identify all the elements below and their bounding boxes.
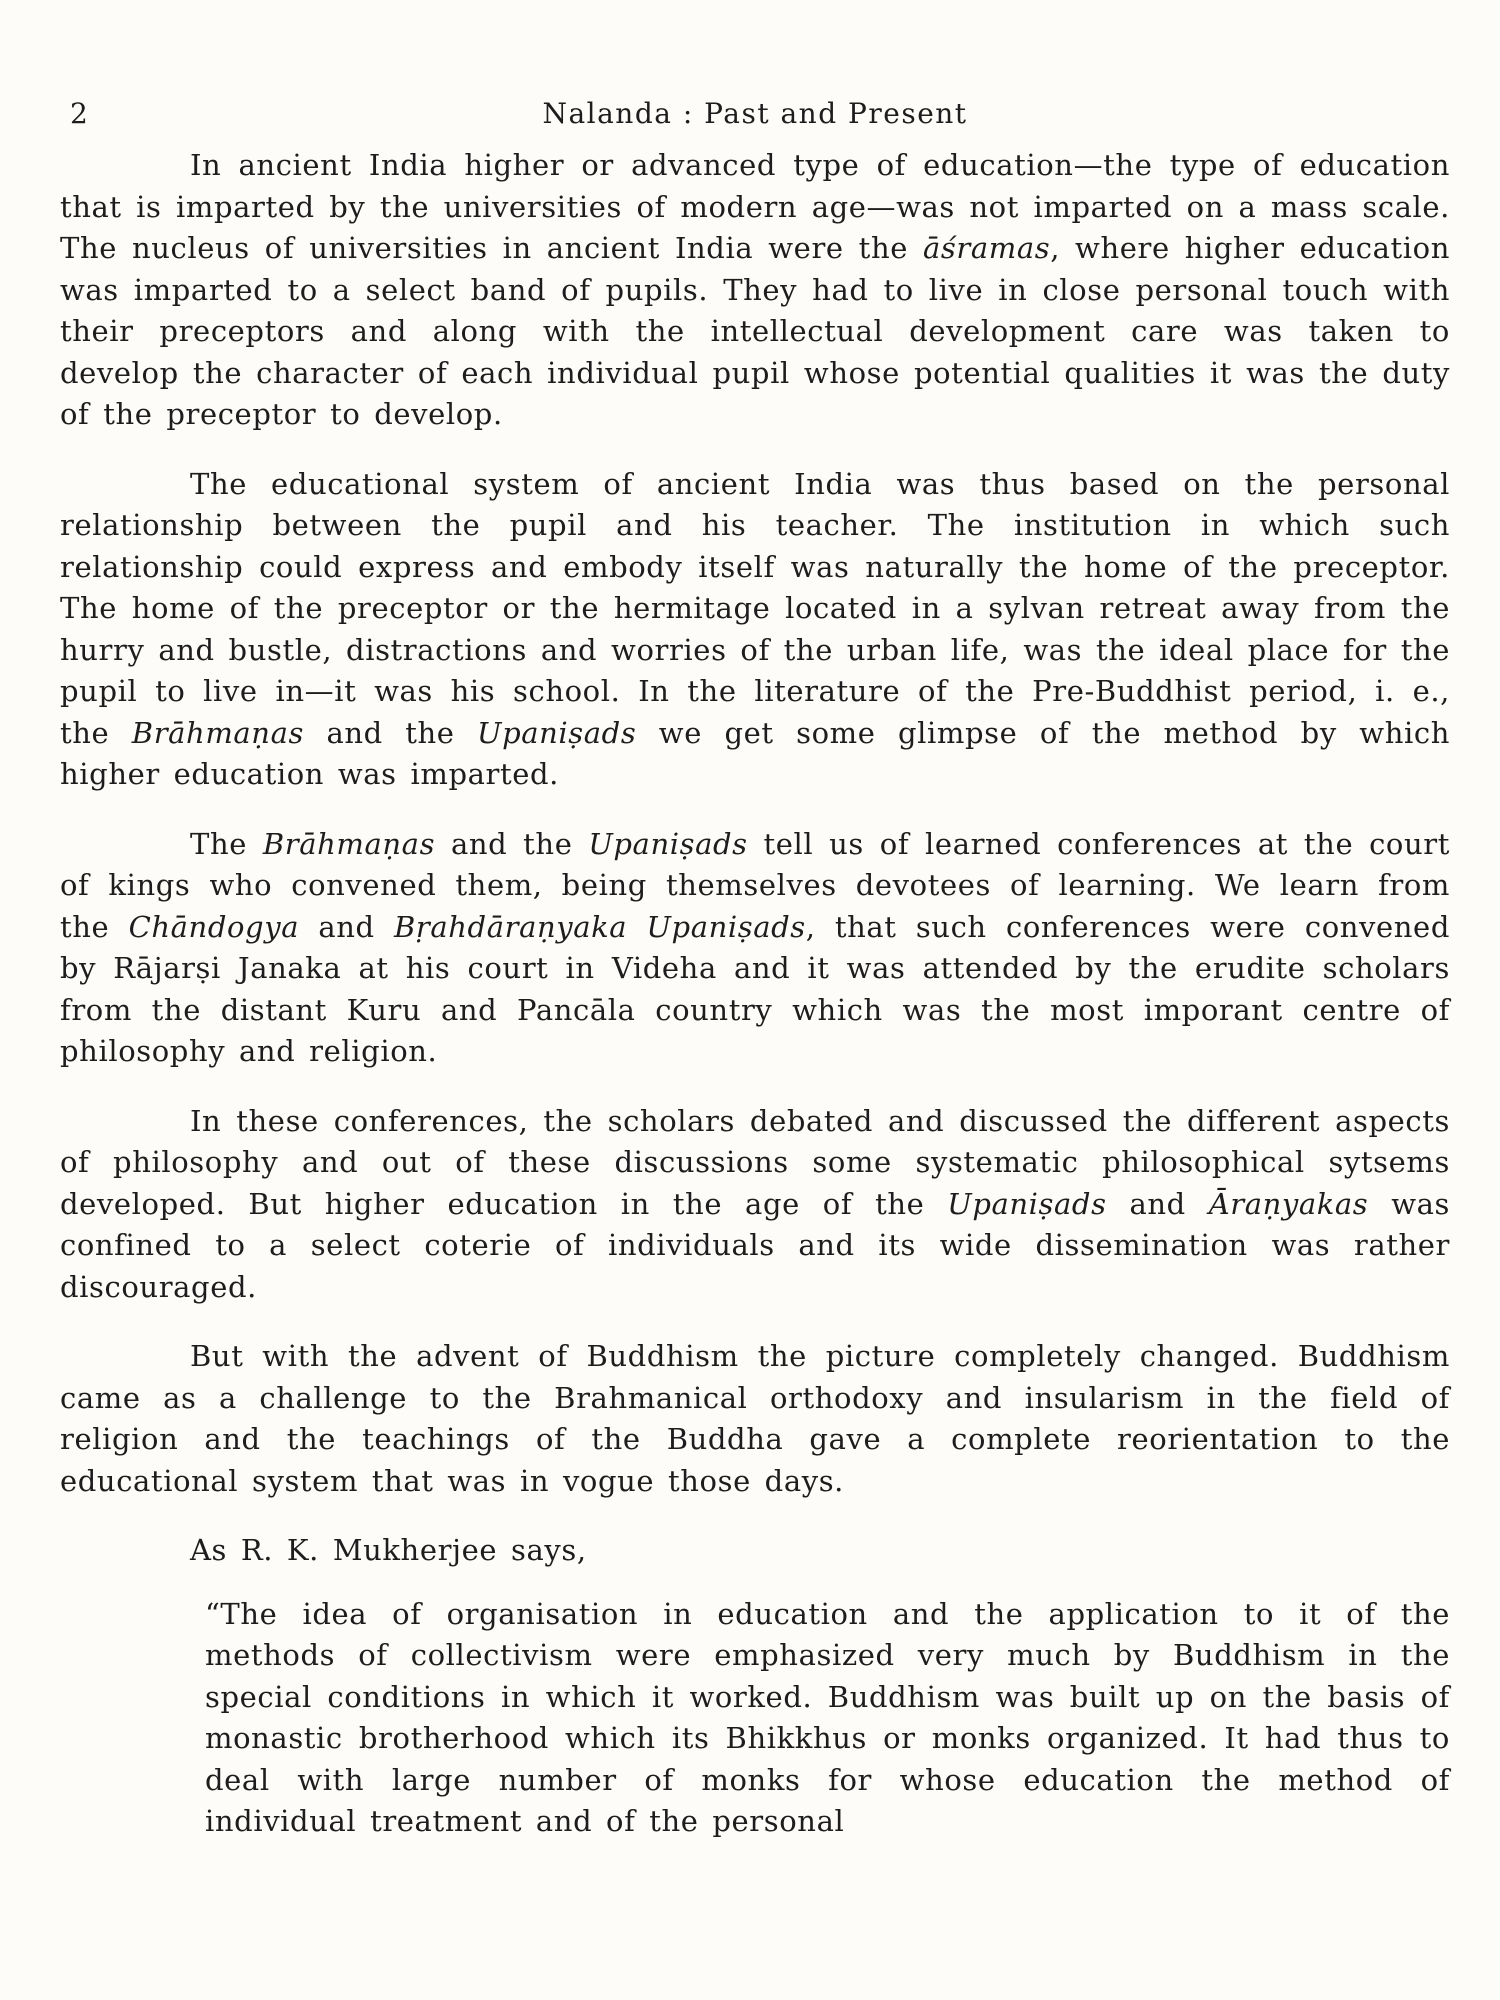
- paragraph-4: In these conferences, the scholars debated and discussed the different aspects of philosophy and out of these discussions some systematic philosophical sytsems developed. But higher education in the age of the Upaniṣads and Āraṇyakas was confined to a select coterie of individuals and its wide dissemination was rather discouraged.: [60, 1103, 1450, 1304]
- running-title: Nalanda : Past and Present: [542, 97, 968, 130]
- paragraph-2: The educational system of ancient India was thus based on the personal relationship between the pupil and his teacher. The institution in which such relationship could express and embody itself was naturally the home of the preceptor. The home of the preceptor or the hermitage located in a sylvan retreat away from the hurry and bustle, distractions and worries of the urban life, was the ideal place for the pupil to live in—it was his school. In the literature of the Pre-Buddhist period, i. e., the Brāhmaṇas and the Upaniṣads we get some glimpse of the method by which higher education was imparted.: [60, 466, 1450, 791]
- page-header: [60, 85, 1450, 145]
- page: [60, 85, 1450, 1871]
- paragraph-3: The Brāhmaṇas and the Upaniṣads tell us of learned conferences at the court of kings who convened them, being themselves devotees of learning. We learn from the Chāndogya and Bṛahdāraṇyaka Upaniṣads, that such conferences were convened by Rājarṣi Janaka at his court in Videha and it was attended by the erudite scholars from the distant Kuru and Pancāla country which was the most imporant centre of philosophy and religion.: [60, 826, 1450, 1068]
- paragraph-5: But with the advent of Buddhism the picture completely changed. Buddhism came as a challenge to the Brahmanical orthodoxy and insularism in the field of religion and the teachings of the Buddha gave a complete reorientation to the educational system that was in vogue those days.: [60, 1339, 1450, 1498]
- block-quote: “The idea of organisation in education and the application to it of the methods of collectivism were emphasized very much by Buddhism in the special conditions in which it worked. Buddhism was built up on the basis of monastic brotherhood which its Bhikkhus or monks organized. It had thus to deal with large number of monks for whose education the method of individual treatment and of the personal: [205, 1596, 1450, 1838]
- quote-intro: As R. K. Mukherjee says,: [190, 1533, 587, 1567]
- paragraph-1: In ancient India higher or advanced type of education—the type of education that is imparted by the universities of modern age—was not imparted on a mass scale. The nucleus of universities in ancient India were the āśramas, where higher education was imparted to a select band of pupils. They had to live in close personal touch with their preceptors and along with the intellectual development care was taken to develop the character of each individual pupil whose potential qualities it was the duty of the preceptor to develop.: [60, 148, 1450, 431]
- page-number: 2: [70, 97, 90, 130]
